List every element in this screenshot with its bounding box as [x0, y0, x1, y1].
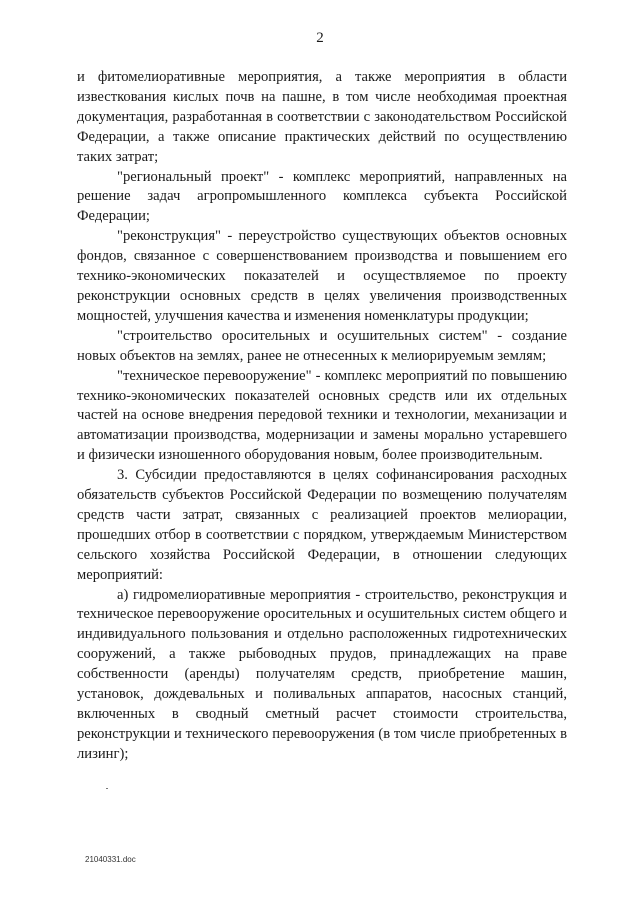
page-number: 2	[316, 30, 324, 46]
paragraph: и фитомелиоративные мероприятия, а также мероприятия в области известкования кислых почв на пашне, в том числе необходимая проектная документация, разработанная в соответствии с законодательством Российской Федерации, а также описание практических действий по осуществлению таких затрат;	[77, 69, 567, 165]
footer-filename: 21040331.doc	[85, 855, 136, 864]
paragraph: "техническое перевооружение" - комплекс мероприятий по повышению технико-экономических показателей основных средств или их отдельных частей на основе внедрения передовой техники и технологии, механизации и автоматизации производства, модернизации и замены морально устаревшего и физически изношенного оборудования новым, более производительным.	[77, 367, 567, 464]
body-text	[77, 68, 567, 765]
paragraph: 3. Субсидии предоставляются в целях софинансирования расходных обязательств субъектов Российской Федерации по возмещению получателям средств части затрат, связанных с реализацией проектов мелиорации, прошедших отбор в соответствии с порядком, утверждаемым Министерством сельского хозяйства Российской Федерации, в отношении следующих мероприятий:	[77, 467, 567, 583]
paragraph: а) гидромелиоративные мероприятия - строительство, реконструкция и техническое перевооружение оросительных и осушительных систем общего и индивидуального пользования и отдельно расположенных гидротехнических сооружений, а также рыбоводных прудов, принадлежащих на праве собственности (аренды) получателям средств, приобретение машин, установок, дождевальных и поливальных аппаратов, насосных станций, включенных в сводный сметный расчет стоимости строительства, реконструкции и технического перевооружения (в том числе приобретенных в лизинг);	[77, 586, 567, 762]
scan-mark	[106, 788, 108, 789]
paragraph: "региональный проект" - комплекс мероприятий, направленных на решение задач агропромышленного комплекса субъекта Российской Федерации;	[77, 168, 567, 225]
paragraph: "строительство оросительных и осушительных систем" - создание новых объектов на землях, ранее не отнесенных к мелиорируемым землям;	[77, 327, 567, 364]
paragraph: "реконструкция" - переустройство существующих объектов основных фондов, связанное с совершенствованием производства и повышением его технико-экономических показателей и осуществляемое по проекту реконструкции основных средств в целях увеличения производственных мощностей, улучшения качества и изменения номенклатуры продукции;	[77, 228, 567, 324]
